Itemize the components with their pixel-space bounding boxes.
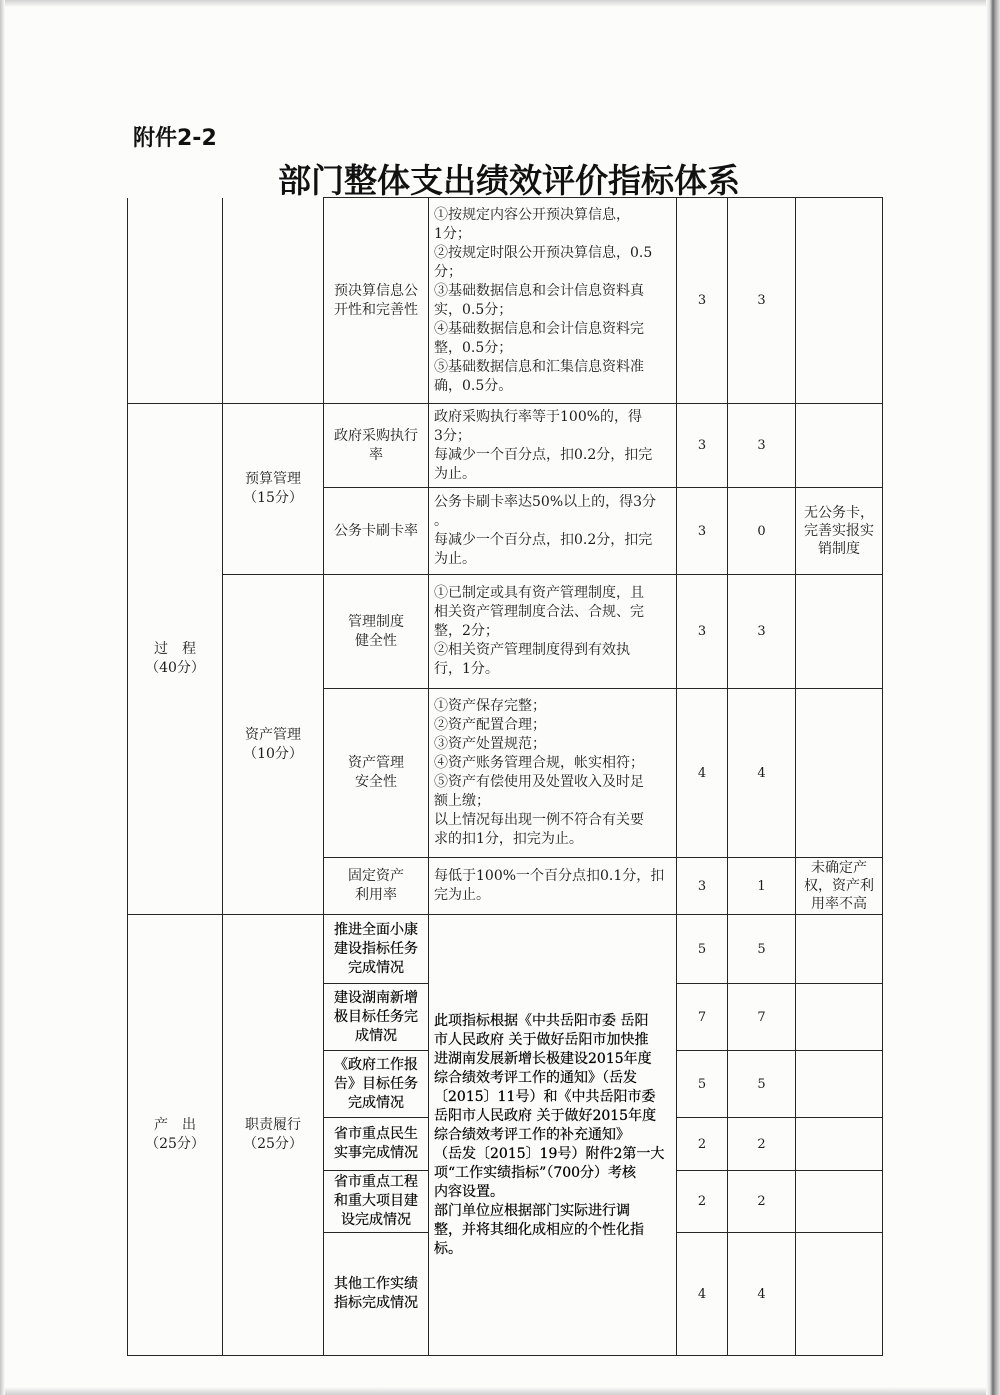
text-line: ⑤资产有偿使用及处置收入及时足 xyxy=(434,774,644,790)
indicator-cell xyxy=(324,198,429,404)
indicator-cell xyxy=(324,984,429,1051)
text-line: 额上缴； xyxy=(434,793,490,809)
text-line: 开性和完善性 xyxy=(334,301,418,318)
criteria-cell xyxy=(429,404,677,488)
text-line: 部门单位应根据部门实际进行调 xyxy=(434,1202,630,1219)
text-line: 《政府工作报 xyxy=(334,1056,418,1073)
text-line: 用率不高 xyxy=(811,896,867,912)
score-cell: 2 xyxy=(728,1171,796,1233)
scan-edge-right xyxy=(986,0,1000,1395)
text-line: 资产管理 xyxy=(245,726,301,743)
max-score-cell: 5 xyxy=(677,915,728,984)
text-line: （15分） xyxy=(243,490,303,506)
indicator-cell xyxy=(324,689,429,858)
text-line: ④基础数据信息和会计信息资料完 xyxy=(434,320,644,337)
text-line: 极目标任务完 xyxy=(334,1008,418,1025)
table-body xyxy=(128,198,883,1356)
text-line: 完成情况 xyxy=(348,1094,404,1111)
text-line: 省市重点工程 xyxy=(334,1174,418,1190)
text-line: ⑤基础数据信息和汇集信息资料准 xyxy=(434,358,644,375)
score-cell: 2 xyxy=(728,1118,796,1171)
text-line: 无公务卡， xyxy=(804,505,874,521)
scan-edge-left xyxy=(0,0,5,1395)
text-line: 综合绩效考评工作的补充通知》 xyxy=(434,1126,630,1143)
text-line: 预决算信息公 xyxy=(334,282,418,299)
text-line: 预算管理 xyxy=(245,471,301,487)
indicator-cell xyxy=(324,575,429,689)
remark-cell xyxy=(796,404,883,488)
score-cell: 3 xyxy=(728,404,796,488)
level2-cell-continued xyxy=(223,198,324,404)
text-line: 和重大项目建 xyxy=(334,1193,418,1209)
criteria-cell xyxy=(429,198,677,404)
text-line: 。 xyxy=(434,513,448,529)
remark-cell xyxy=(796,1171,883,1233)
score-cell: 7 xyxy=(728,984,796,1051)
text-line: 此项指标根据《中共岳阳市委 岳阳 xyxy=(434,1012,649,1029)
text-line: 求的扣1分，扣完为止。 xyxy=(434,831,583,847)
max-score-cell: 2 xyxy=(677,1171,728,1233)
text-line: 利用率 xyxy=(355,887,397,903)
text-line: （25分） xyxy=(145,1136,205,1152)
text-line: 〔2015〕11号）和《中共岳阳市委 xyxy=(434,1088,656,1105)
text-line: ②相关资产管理制度得到有效执 xyxy=(434,642,630,658)
max-score-cell: 7 xyxy=(677,984,728,1051)
remark-cell xyxy=(796,984,883,1051)
indicator-cell xyxy=(324,488,429,575)
text-line: 进湖南发展新增长极建设2015年度 xyxy=(434,1050,652,1067)
text-line: 公务卡刷卡率达50%以上的，得3分 xyxy=(434,494,657,510)
text-line: 完成情况 xyxy=(348,959,404,976)
max-score-cell: 3 xyxy=(677,858,728,915)
level2-cell-budget xyxy=(223,404,324,575)
text-line: 成情况 xyxy=(355,1027,397,1044)
score-cell: 3 xyxy=(728,575,796,689)
max-score-cell: 4 xyxy=(677,689,728,858)
level1-cell-continued xyxy=(128,198,223,404)
text-line: 职责履行 xyxy=(245,1117,301,1133)
indicator-cell xyxy=(324,1171,429,1233)
text-line: 权，资产利 xyxy=(804,878,874,894)
indicator-cell xyxy=(324,1233,429,1356)
scan-edge-bottom xyxy=(0,1387,1000,1395)
level1-cell-output xyxy=(128,915,223,1356)
text-line: ①已制定或具有资产管理制度，且 xyxy=(434,585,644,601)
text-line: 建设指标任务 xyxy=(334,940,418,957)
remark-cell xyxy=(796,198,883,404)
max-score-cell: 3 xyxy=(677,404,728,488)
text-line: 以上情况每出现一例不符合有关要 xyxy=(434,812,644,828)
text-line: 整，0.5分； xyxy=(434,339,513,356)
criteria-cell xyxy=(429,575,677,689)
text-line: 建设湖南新增 xyxy=(334,989,418,1006)
max-score-cell: 3 xyxy=(677,198,728,404)
text-line: 标。 xyxy=(434,1240,462,1257)
text-line: ①资产保存完整； xyxy=(434,698,546,714)
text-line: 设完成情况 xyxy=(341,1212,411,1228)
score-cell: 4 xyxy=(728,1233,796,1356)
criteria-cell xyxy=(429,689,677,858)
text-line: ③资产处置规范； xyxy=(434,736,546,752)
score-cell: 5 xyxy=(728,1051,796,1118)
attachment-label: 附件2-2 xyxy=(133,126,217,151)
score-cell: 4 xyxy=(728,689,796,858)
text-line: 项“工作实绩指标”（700分）考核 xyxy=(434,1164,637,1181)
text-line: 整，并将其细化成相应的个性化指 xyxy=(434,1221,644,1238)
text-line: 资产管理 xyxy=(348,755,404,771)
indicator-cell xyxy=(324,1051,429,1118)
text-line: 固定资产 xyxy=(348,868,404,884)
text-line: 健全性 xyxy=(355,632,397,649)
text-line: ①按规定内容公开预决算信息， xyxy=(434,206,630,223)
max-score-cell: 3 xyxy=(677,575,728,689)
text-line: 告》目标任务 xyxy=(334,1075,418,1092)
text-line: 政府采购执行率等于100%的，得 xyxy=(434,408,643,425)
text-line: 公务卡刷卡率 xyxy=(334,522,418,539)
text-line: 管理制度 xyxy=(348,613,404,630)
text-line: 岳阳市人民政府 关于做好2015年度 xyxy=(434,1107,657,1124)
remark-cell xyxy=(796,1118,883,1171)
text-line: 过 程 xyxy=(154,641,196,657)
text-line: 分； xyxy=(434,263,462,280)
text-line: 完善实报实 xyxy=(804,523,874,539)
text-line: 1分； xyxy=(434,225,471,242)
text-line: 市人民政府 关于做好岳阳市加快推 xyxy=(434,1031,649,1048)
remark-cell xyxy=(796,1233,883,1356)
text-line: 其他工作实绩 xyxy=(334,1276,418,1292)
evaluation-table xyxy=(127,197,883,1356)
score-cell: 3 xyxy=(728,198,796,404)
max-score-cell: 5 xyxy=(677,1051,728,1118)
indicator-cell xyxy=(324,858,429,915)
text-line: ②按规定时限公开预决算信息，0.5 xyxy=(434,244,653,261)
max-score-cell: 2 xyxy=(677,1118,728,1171)
indicator-cell xyxy=(324,915,429,984)
remark-cell xyxy=(796,689,883,858)
text-line: 未确定产 xyxy=(811,860,867,876)
text-line: （10分） xyxy=(243,745,303,762)
text-line: 每低于100%一个百分点扣0.1分，扣 xyxy=(434,868,665,884)
text-line: 省市重点民生 xyxy=(334,1126,418,1142)
text-line: 每减少一个百分点，扣0.2分，扣完 xyxy=(434,446,653,463)
table-row xyxy=(128,575,883,689)
text-line: 整，2分； xyxy=(434,623,499,639)
criteria-cell-merged xyxy=(429,915,677,1356)
text-line: 综合绩效考评工作的通知》（岳发 xyxy=(434,1069,637,1086)
text-line: 完为止。 xyxy=(434,887,490,903)
document-title: 部门整体支出绩效评价指标体系 xyxy=(278,161,740,200)
max-score-cell: 4 xyxy=(677,1233,728,1356)
indicator-cell xyxy=(324,1118,429,1171)
table-row xyxy=(128,404,883,488)
text-line: 推进全面小康 xyxy=(334,921,418,938)
text-line: 相关资产管理制度合法、合规、完 xyxy=(434,604,644,620)
text-line: （岳发〔2015〕19号）附件2第一大 xyxy=(434,1145,665,1162)
text-line: 为止。 xyxy=(434,551,476,567)
remark-cell xyxy=(796,575,883,689)
remark-cell xyxy=(796,915,883,984)
text-line: ②资产配置合理； xyxy=(434,717,546,733)
text-line: 每减少一个百分点，扣0.2分，扣完 xyxy=(434,532,653,548)
score-cell: 5 xyxy=(728,915,796,984)
text-line: 3分； xyxy=(434,427,471,444)
level2-cell-duties xyxy=(223,915,324,1356)
remark-cell xyxy=(796,488,883,575)
scan-edge-top xyxy=(0,0,1000,7)
max-score-cell: 3 xyxy=(677,488,728,575)
text-line: 销制度 xyxy=(818,541,860,557)
text-line: ③基础数据信息和会计信息资料真 xyxy=(434,282,644,299)
text-line: ④资产账务管理合规，帐实相符； xyxy=(434,755,644,771)
criteria-cell xyxy=(429,488,677,575)
level2-cell-assets xyxy=(223,575,324,915)
indicator-cell xyxy=(324,404,429,488)
criteria-cell xyxy=(429,858,677,915)
remark-cell xyxy=(796,858,883,915)
level1-cell-process xyxy=(128,404,223,915)
text-line: 实事完成情况 xyxy=(334,1145,418,1161)
text-line: 确，0.5分。 xyxy=(434,377,513,394)
text-line: 政府采购执行 xyxy=(334,427,418,444)
text-line: 为止。 xyxy=(434,465,476,482)
text-line: 率 xyxy=(369,446,383,463)
text-line: 安全性 xyxy=(355,774,397,790)
text-line: 产 出 xyxy=(154,1117,196,1133)
table-row xyxy=(128,915,883,984)
table-row xyxy=(128,198,883,404)
score-cell: 0 xyxy=(728,488,796,575)
remark-cell xyxy=(796,1051,883,1118)
text-line: 实，0.5分； xyxy=(434,301,513,318)
text-line: （40分） xyxy=(145,660,205,676)
text-line: 指标完成情况 xyxy=(334,1295,418,1311)
score-cell: 1 xyxy=(728,858,796,915)
text-line: 内容设置。 xyxy=(434,1183,504,1200)
text-line: （25分） xyxy=(243,1136,303,1152)
text-line: 行，1分。 xyxy=(434,661,499,677)
